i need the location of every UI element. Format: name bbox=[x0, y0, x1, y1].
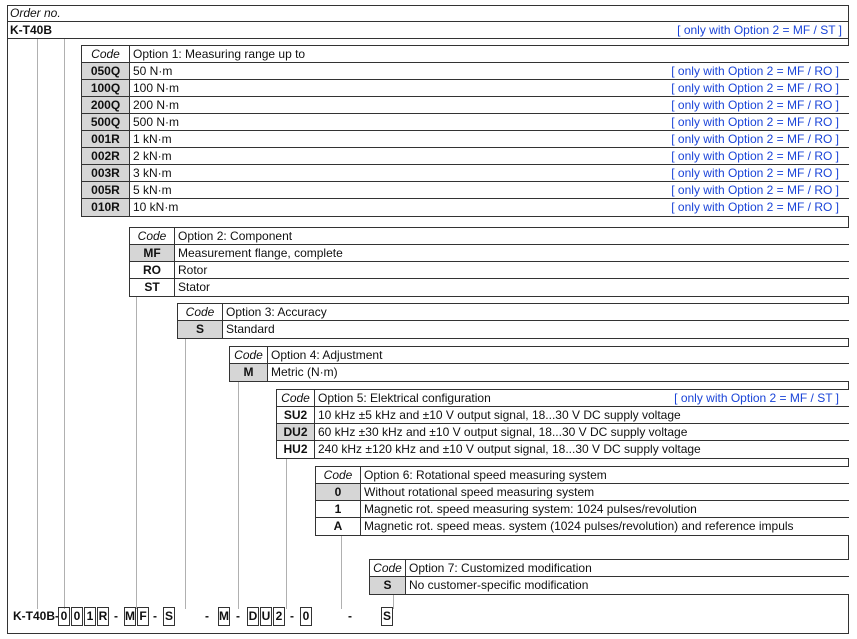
order-code-char: 1 bbox=[84, 607, 96, 626]
order-code-separator: - bbox=[205, 609, 209, 623]
option1-desc: 10 kN·m bbox=[133, 200, 179, 214]
option1-code: 003R bbox=[82, 165, 130, 181]
option1-desc: 2 kN·m bbox=[133, 149, 172, 163]
order-code-char: M bbox=[218, 607, 230, 626]
option1-desc: 100 N·m bbox=[133, 81, 180, 95]
option4-code-header: Code bbox=[230, 347, 268, 363]
option5-table bbox=[276, 389, 849, 459]
model-note: [ only with Option 2 = MF / ST ] bbox=[677, 23, 842, 37]
option1-desc: 3 kN·m bbox=[133, 166, 172, 180]
option2-row bbox=[130, 262, 849, 279]
order-code-char: S bbox=[163, 607, 175, 626]
option1-code-header: Code bbox=[82, 46, 130, 62]
option5-note: [ only with Option 2 = MF / ST ] bbox=[674, 391, 839, 405]
order-code-prefix: K-T40B- bbox=[13, 609, 60, 623]
option1-note: [ only with Option 2 = MF / RO ] bbox=[671, 200, 839, 214]
option2-code: ST bbox=[130, 279, 175, 296]
option1-note: [ only with Option 2 = MF / RO ] bbox=[671, 98, 839, 112]
option4-header-row bbox=[230, 347, 849, 364]
option5-desc: 240 kHz ±120 kHz and ±10 V output signal, 18...30 V DC supply voltage bbox=[318, 442, 701, 456]
order-code-char: R bbox=[97, 607, 109, 626]
option7-title: Option 7: Customized modification bbox=[409, 561, 592, 575]
option1-row bbox=[82, 97, 849, 114]
option1-row bbox=[82, 148, 849, 165]
option3-desc: Standard bbox=[226, 322, 275, 336]
connector-line-option3 bbox=[185, 319, 186, 609]
order-no-label: Order no. bbox=[7, 5, 849, 22]
option6-row bbox=[316, 518, 849, 535]
option1-desc: 1 kN·m bbox=[133, 132, 172, 146]
option2-code: RO bbox=[130, 262, 175, 278]
order-code-char: 0 bbox=[300, 607, 312, 626]
option1-row bbox=[82, 80, 849, 97]
option7-desc: No customer-specific modification bbox=[409, 578, 589, 592]
order-code-char: D bbox=[247, 607, 259, 626]
connector-line-option1 bbox=[64, 39, 65, 609]
option5-row bbox=[277, 441, 849, 458]
connector-line-option4 bbox=[238, 362, 239, 609]
option7-row bbox=[370, 577, 849, 594]
option1-row bbox=[82, 182, 849, 199]
option7-code-header: Code bbox=[370, 560, 406, 576]
option1-desc: 50 N·m bbox=[133, 64, 173, 78]
option1-note: [ only with Option 2 = MF / RO ] bbox=[671, 166, 839, 180]
option1-code: 500Q bbox=[82, 114, 130, 130]
order-code-char: 2 bbox=[273, 607, 285, 626]
option7-code: S bbox=[370, 577, 406, 594]
order-code-char: F bbox=[137, 607, 149, 626]
option3-code-header: Code bbox=[178, 304, 223, 320]
order-code-char: S bbox=[381, 607, 393, 626]
option4-code: M bbox=[230, 364, 268, 381]
option1-row bbox=[82, 63, 849, 80]
connector-line-model bbox=[37, 39, 38, 609]
option4-table bbox=[229, 346, 849, 382]
option2-desc: Measurement flange, complete bbox=[178, 246, 343, 260]
option5-code: DU2 bbox=[277, 424, 315, 440]
option6-row bbox=[316, 484, 849, 501]
option5-desc: 60 kHz ±30 kHz and ±10 V output signal, 18...30 V DC supply voltage bbox=[318, 425, 688, 439]
option5-code: SU2 bbox=[277, 407, 315, 423]
option3-table bbox=[177, 303, 849, 339]
option6-code: 0 bbox=[316, 484, 361, 500]
option1-code: 001R bbox=[82, 131, 130, 147]
option2-desc: Stator bbox=[178, 280, 211, 294]
option5-desc: 10 kHz ±5 kHz and ±10 V output signal, 18...30 V DC supply voltage bbox=[318, 408, 681, 422]
option6-title: Option 6: Rotational speed measuring system bbox=[364, 468, 607, 482]
option2-row bbox=[130, 245, 849, 262]
option1-row bbox=[82, 114, 849, 131]
option6-code: A bbox=[316, 518, 361, 535]
order-code-char: 0 bbox=[71, 607, 83, 626]
option1-table bbox=[81, 45, 849, 217]
option5-row bbox=[277, 424, 849, 441]
option2-header-row bbox=[130, 228, 849, 245]
option5-code: HU2 bbox=[277, 441, 315, 458]
option1-row bbox=[82, 199, 849, 216]
option6-desc: Magnetic rot. speed measuring system: 1024 pulses/revolution bbox=[364, 502, 697, 516]
option6-header-row bbox=[316, 467, 849, 484]
option7-header-row bbox=[370, 560, 849, 577]
option6-row bbox=[316, 501, 849, 518]
option1-title: Option 1: Measuring range up to bbox=[133, 47, 306, 61]
order-code-separator: - bbox=[290, 609, 294, 623]
option1-note: [ only with Option 2 = MF / RO ] bbox=[671, 183, 839, 197]
option4-row bbox=[230, 364, 849, 381]
option2-code: MF bbox=[130, 245, 175, 261]
option1-code: 010R bbox=[82, 199, 130, 216]
option2-desc: Rotor bbox=[178, 263, 208, 277]
option1-note: [ only with Option 2 = MF / RO ] bbox=[671, 64, 839, 78]
option1-note: [ only with Option 2 = MF / RO ] bbox=[671, 81, 839, 95]
option5-row bbox=[277, 407, 849, 424]
order-code-separator: - bbox=[348, 609, 352, 623]
option1-code: 200Q bbox=[82, 97, 130, 113]
option6-table bbox=[315, 466, 849, 536]
order-code-char: M bbox=[124, 607, 136, 626]
option1-code: 002R bbox=[82, 148, 130, 164]
option6-desc: Without rotational speed measuring system bbox=[364, 485, 595, 499]
option1-code: 005R bbox=[82, 182, 130, 198]
option3-row bbox=[178, 321, 849, 338]
option4-desc: Metric (N·m) bbox=[271, 365, 338, 379]
order-code-separator: - bbox=[114, 609, 118, 623]
order-code-separator: - bbox=[153, 609, 157, 623]
option2-table bbox=[129, 227, 849, 297]
order-code-separator: - bbox=[236, 609, 240, 623]
connector-line-option2 bbox=[136, 243, 137, 609]
option1-note: [ only with Option 2 = MF / RO ] bbox=[671, 149, 839, 163]
option5-header-row bbox=[277, 390, 849, 407]
option5-title: Option 5: Elektrical configuration bbox=[318, 391, 491, 405]
option1-desc: 500 N·m bbox=[133, 115, 180, 129]
model-name: K-T40B bbox=[10, 23, 53, 37]
order-code-char: U bbox=[260, 607, 272, 626]
option1-desc: 200 N·m bbox=[133, 98, 180, 112]
option1-note: [ only with Option 2 = MF / RO ] bbox=[671, 115, 839, 129]
option1-code: 100Q bbox=[82, 80, 130, 96]
option1-row bbox=[82, 165, 849, 182]
option1-code: 050Q bbox=[82, 63, 130, 79]
option3-title: Option 3: Accuracy bbox=[226, 305, 327, 319]
option6-code-header: Code bbox=[316, 467, 361, 483]
option6-desc: Magnetic rot. speed meas. system (1024 pulses/revolution) and reference impuls bbox=[364, 519, 794, 533]
model-row bbox=[7, 22, 849, 39]
option4-title: Option 4: Adjustment bbox=[271, 348, 383, 362]
option1-desc: 5 kN·m bbox=[133, 183, 172, 197]
option2-title: Option 2: Component bbox=[178, 229, 293, 243]
option1-row bbox=[82, 131, 849, 148]
option3-header-row bbox=[178, 304, 849, 321]
option6-code: 1 bbox=[316, 501, 361, 517]
option7-table bbox=[369, 559, 849, 595]
option3-code: S bbox=[178, 321, 223, 338]
option5-code-header: Code bbox=[277, 390, 315, 406]
option1-header-row bbox=[82, 46, 849, 63]
option1-note: [ only with Option 2 = MF / RO ] bbox=[671, 132, 839, 146]
option2-row bbox=[130, 279, 849, 296]
option2-code-header: Code bbox=[130, 228, 175, 244]
order-code-char: 0 bbox=[58, 607, 70, 626]
